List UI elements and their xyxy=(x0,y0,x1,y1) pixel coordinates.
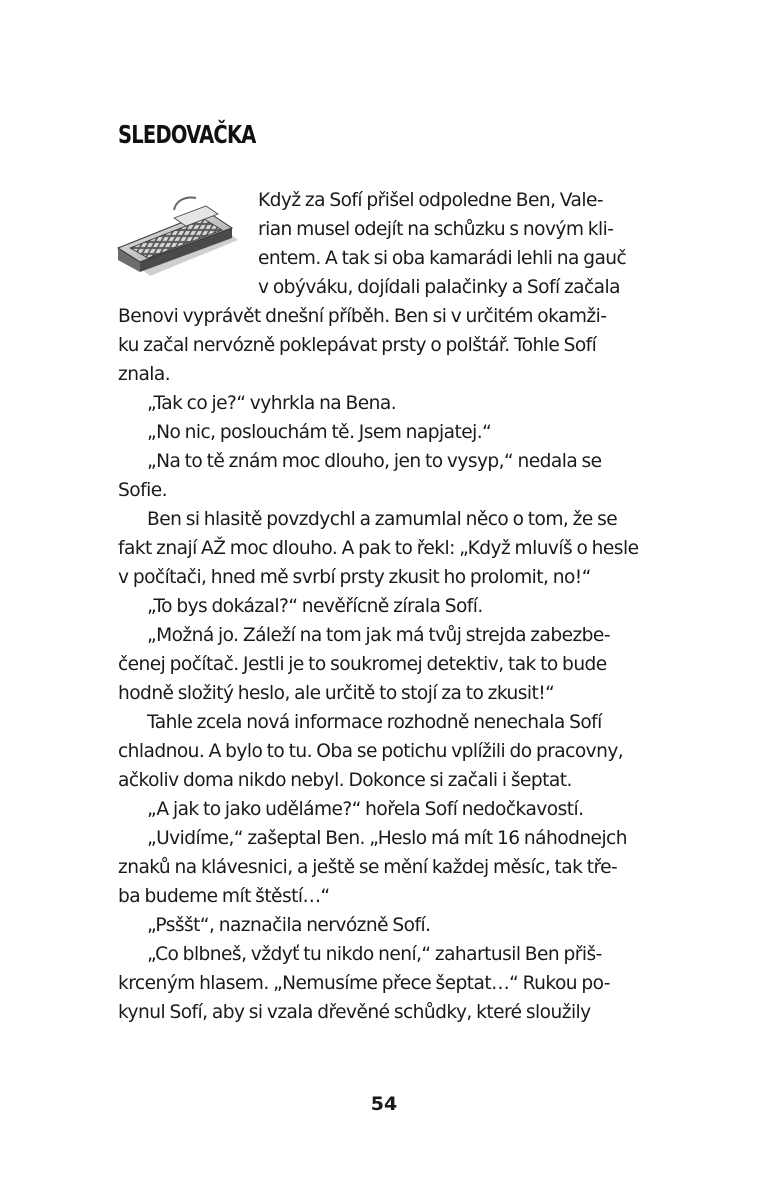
text-line: „Možná jo. Záleží na tom jak má tvůj strejda zabezbe- xyxy=(147,625,610,646)
page-number: 54 xyxy=(370,1093,398,1115)
text-line: entem. A tak si oba kamarádi lehli na gauč xyxy=(258,248,627,269)
text-line: „Co blbneš, vždyť tu nikdo není,“ zahartusil Ben přiš- xyxy=(147,944,602,965)
text-line: Když za Sofí přišel odpoledne Ben, Vale- xyxy=(258,190,604,211)
text-line: ku začal nervózně poklepávat prsty o polštář. Tohle Sofí xyxy=(118,335,597,356)
text-line: „A jak to jako uděláme?“ hořela Sofí nedočkavostí. xyxy=(147,799,584,820)
keyboard-icon xyxy=(114,188,242,280)
keyboard-illustration xyxy=(114,188,242,280)
text-line: Tahle zcela nová informace rozhodně nenechala Sofí xyxy=(147,712,602,733)
text-line: v obýváku, dojídali palačinky a Sofí začala xyxy=(258,277,620,298)
text-line: fakt znají AŽ moc dlouho. A pak to řekl: „Když mluvíš o hesle xyxy=(118,538,639,559)
text-line: „No nic, poslouchám tě. Jsem napjatej.“ xyxy=(147,422,492,443)
text-line: „Tak co je?“ vyhrkla na Bena. xyxy=(147,393,397,414)
text-line: „To bys dokázal?“ nevěřícně zírala Sofí. xyxy=(147,596,483,617)
text-line: „Psššt“, naznačila nervózně Sofí. xyxy=(147,915,431,936)
chapter-title: SLEDOVAČKA xyxy=(118,120,256,149)
text-line: chladnou. A bylo to tu. Oba se potichu vplížili do pracovny, xyxy=(118,741,624,762)
text-line: „Uvidíme,“ zašeptal Ben. „Heslo má mít 16 náhodnejch xyxy=(147,828,627,849)
text-line: „Na to tě znám moc dlouho, jen to vysyp,“ nedala se xyxy=(147,451,602,472)
text-line: ba budeme mít štěstí…“ xyxy=(118,886,330,907)
text-line: Benovi vyprávět dnešní příběh. Ben si v určitém okamži- xyxy=(118,306,607,327)
text-line: kynul Sofí, aby si vzala dřevěné schůdky, které sloužily xyxy=(118,1002,591,1023)
text-line: Ben si hlasitě povzdychl a zamumlal něco o tom, že se xyxy=(147,509,618,530)
text-line: znala. xyxy=(118,364,171,385)
text-line: čenej počítač. Jestli je to soukromej detektiv, tak to bude xyxy=(118,654,607,675)
text-line: v počítači, hned mě svrbí prsty zkusit ho prolomit, no!“ xyxy=(118,567,591,588)
text-line: znaků na klávesnici, a ještě se mění každej měsíc, tak tře- xyxy=(118,857,618,878)
text-line: krceným hlasem. „Nemusíme přece šeptat…“ Rukou po- xyxy=(118,973,610,994)
text-line: Sofie. xyxy=(118,480,167,501)
text-line: ačkoliv doma nikdo nebyl. Dokonce si začali i šeptat. xyxy=(118,770,572,791)
text-line: hodně složitý heslo, ale určitě to stojí za to zkusit!“ xyxy=(118,683,555,704)
text-line: rian musel odejít na schůzku s novým kli- xyxy=(258,219,614,240)
